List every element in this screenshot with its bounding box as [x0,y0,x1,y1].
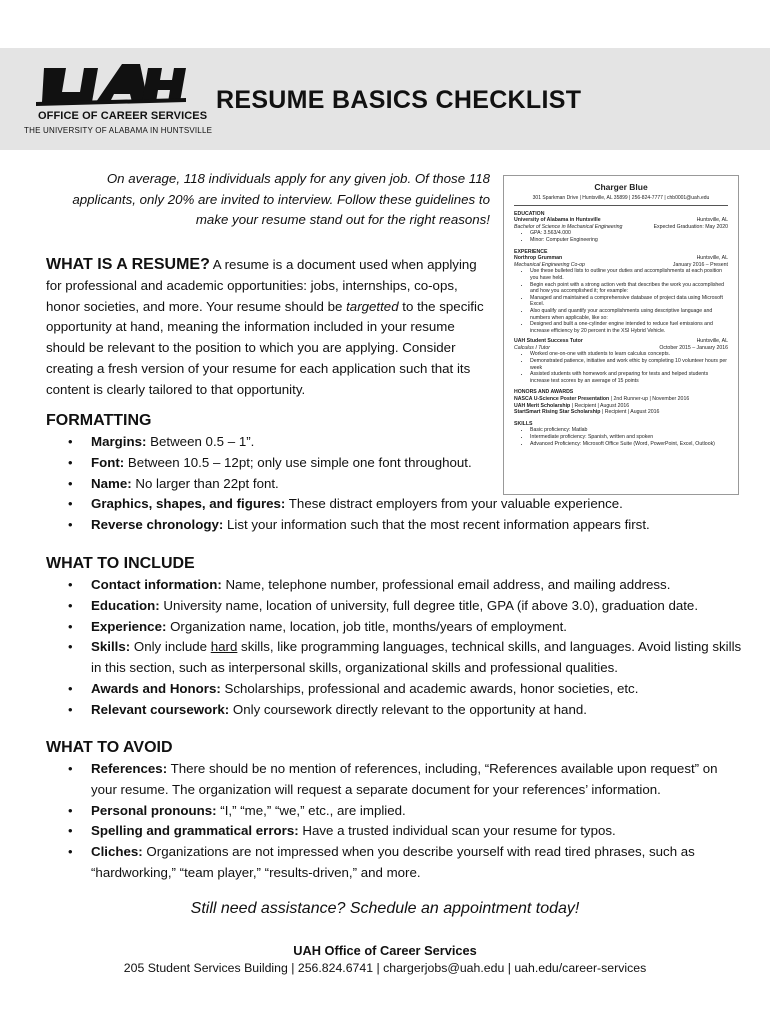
formatting-item: • Name: No larger than 22pt font. [46,474,746,495]
include-item: • Experience: Organization name, location, job title, months/years of employment. [46,617,746,638]
include-item: • Education: University name, location of university, full degree title, GPA (if above 3.0), graduation date. [46,596,746,617]
sample-degree: Bachelor of Science in Mechanical Engineering [514,223,623,230]
sample-honor-detail: | Recipient | August 2016 [570,402,630,409]
uah-logo-mark [36,62,186,108]
include-item: • Relevant coursework: Only coursework directly relevant to the opportunity at hand. [46,700,746,721]
avoid-heading: WHAT TO AVOID [46,739,173,756]
sample-job-bullet: • Demonstrated patience, initiative and work ethic by completing 10 volunteer hours per week [530,358,728,371]
what-is-section [46,255,491,401]
formatting-section [46,410,746,536]
what-is-text-continued: to the specific opportunity at hand, meaning the information included in your resume should be relevant to the position to which you are applying. Consider creating a fresh version of your resume for each application such that its content is clearly tailored to that opportunity. [46,298,484,397]
sample-honor-name: StartSmart Rising Star Scholarship [514,409,601,416]
page-title: RESUME BASICS CHECKLIST [216,86,582,114]
logo-university-name: THE UNIVERSITY OF ALABAMA IN HUNTSVILLE [24,126,213,135]
sample-education-heading: EDUCATION [514,210,545,217]
footer-address: 205 Student Services Building | 256.824.6741 | chargerjobs@uah.edu | uah.edu/career-services [123,961,647,975]
footer-org: UAH Office of Career Services [293,943,477,958]
sample-job-title: Mechanical Engineering Co-op [514,261,585,268]
formatting-heading: FORMATTING [46,412,152,429]
sample-edu-bullet: • GPA: 3.563/4.000 [530,230,728,237]
sample-experience-heading: EXPERIENCE [514,248,548,255]
sample-job-bullet: • Begin each point with a strong action verb that describes the work you accomplished and how you accomplished it; for example: [530,282,728,295]
formatting-item: • Font: Between 10.5 – 12pt; only use simple one font throughout. [46,453,746,474]
avoid-item: • Personal pronouns: “I,” “me,” “we,” etc., are implied. [46,801,746,822]
avoid-section [46,737,746,884]
sample-job-dates: January 2016 – Present [672,261,728,268]
sample-job-title: Calculus I Tutor [514,344,550,351]
what-is-heading: WHAT IS A RESUME? [46,256,210,273]
avoid-item: • References: There should be no mention of references, including, “References available upon request” on your resume. The organization will request a separate document for your references’ information. [46,759,746,801]
sample-job-org: UAH Student Success Tutor [514,338,583,345]
sample-honor-detail: | Recipient | August 2016 [600,409,660,416]
avoid-item: • Spelling and grammatical errors: Have a trusted individual scan your resume for typos. [46,821,746,842]
sample-job-bullet: • Also qualify and quantify your accomplishments using descriptive language and numbers when applicable, like so: [530,308,728,321]
formatting-item: • Graphics, shapes, and figures: These distract employers from your valuable experience. [46,494,746,515]
include-section [46,553,746,721]
sample-skill-item: • Advanced Proficiency: Microsoft Office Suite (Word, PowerPoint, Excel, Outlook) [530,441,728,448]
logo-office-name: OFFICE OF CAREER SERVICES [38,110,208,122]
sample-job-location: Huntsville, AL [696,255,728,262]
sample-job-bullet: • Designed and built a one-cylinder engine intended to reduce fuel emissions and increase efficiency by 20 percent in the XSI Hybrid Vehicle. [530,321,728,334]
formatting-item: • Margins: Between 0.5 – 1”. [46,432,746,453]
formatting-item: • Reverse chronology: List your information such that the most recent information appears first. [46,515,746,536]
avoid-item: • Cliches: Organizations are not impressed when you describe yourself with read tired phrases, such as “hardworking,” “team player,” “results-driven,” and more. [46,842,746,884]
sample-school: University of Alabama in Huntsville [514,217,601,224]
sample-job-bullet: • Use these bulleted lists to outline your duties and accomplishments at each position you have held. [530,268,728,281]
sample-school-location: Huntsville, AL [696,217,728,224]
sample-edu-bullet: • Minor: Computer Engineering [530,237,728,244]
uah-logo [24,62,213,148]
include-item: • Contact information: Name, telephone number, professional email address, and mailing address. [46,575,746,596]
sample-contact: 301 Sparkman Drive | Huntsville, AL 35899 | 256-824-7777 | chb0001@uah.edu [514,195,728,206]
sample-job-bullet: • Managed and maintained a comprehensive database of project data using Microsoft Excel. [530,295,728,308]
what-is-emphasis: targetted [346,298,399,314]
intro-paragraph: On average, 118 individuals apply for any given job. Of those 118 applicants, only 20% are invited to interview. Follow these guidelines to make your resume stand out for the right reasons! [72,171,490,227]
sample-name: Charger Blue [594,182,648,192]
sample-graduation: Expected Graduation: May 2020 [653,223,728,230]
sample-honors-heading: HONORS AND AWARDS [514,389,574,396]
include-heading: WHAT TO INCLUDE [46,555,195,572]
sample-skills-heading: SKILLS [514,420,533,427]
sample-job-bullet: • Worked one-on-one with students to learn calculus concepts. [530,351,728,358]
sample-job-org: Northrop Grumman [514,255,563,262]
sample-honor-detail: | 2nd Runner-up | November 2016 [609,396,690,403]
sample-honor-name: NASCA U-Science Poster Presentation [514,396,610,403]
what-is-text: A resume is a document used when applying for professional and academic opportunities: jobs, internships, co-ops, honor societies, and more. Your resume should be [46,257,477,314]
include-item: • Awards and Honors: Scholarships, professional and academic awards, honor societies, etc. [46,679,746,700]
sample-job-location: Huntsville, AL [696,338,728,345]
sample-honor-name: UAH Merit Scholarship [514,402,571,409]
sample-skill-item: • Basic proficiency: Matlab [530,427,728,434]
sample-job-bullet: • Assisted students with homework and preparing for tests and helped students increase test scores by an average of 15 points [530,371,728,384]
sample-skill-item: • Intermediate proficiency: Spanish, written and spoken [530,434,728,441]
include-item: • Skills: Only include hard skills, like programming languages, technical skills, and languages. Avoid listing skills in this section, such as interpersonal skills, organizational skills and professional qualities. [46,637,746,679]
closing-line: Still need assistance? Schedule an appointment today! [190,900,580,917]
sample-job-dates: October 2015 – January 2016 [659,344,728,351]
